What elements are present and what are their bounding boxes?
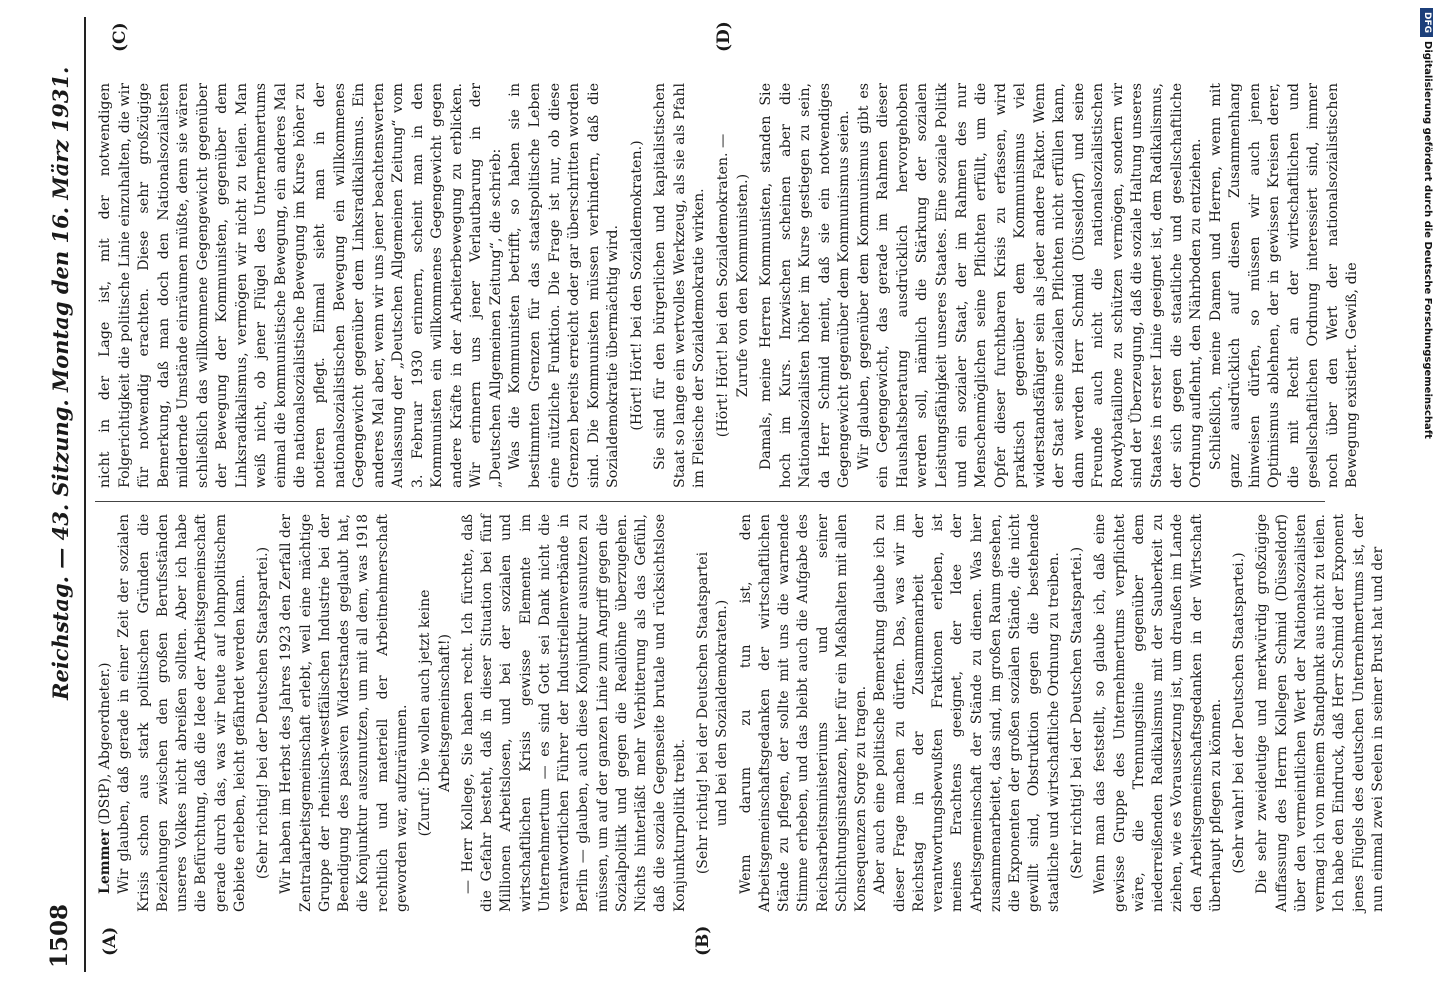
- left-paragraph: — Herr Kollege, Sie haben recht. Ich fürchte, daß die Gefahr besteht, daß in dieser Situation bei fünf Millionen Arbeitslosen, und bei der sozialen und wirtschaftlichen Krisis gewisse Elemente im Unternehmertum — es sind Gott sei Dank nicht die verantwortlichen Führer der Industriellenverbände in Berlin — glauben, auch diese Konjunktur ausnutzen zu müssen, um auf der ganzen Linie zum Angriff gegen die Sozialpolitik und gegen die Reallöhne überzugehen. Nichts hinterläßt mehr Verbitterung als das Gefühl, daß die soziale Gegenseite brutale und rücksichtslose Konjunkturpolitik treibt.: [459, 514, 688, 912]
- speaker-affiliation: (DStP), Abgeordneter.): [97, 662, 113, 830]
- left-paragraph: Wir haben im Herbst des Jahres 1923 den Zerfall der Zentralarbeitsgemeinschaft erlebt, weil eine mächtige Gruppe der rheinisch-westfälischen Industrie bei der Beendigung des passiven Widerstandes geglaubt hat, die Konjunktur auszunutzen, um mit all dem, was 1918 rechtlich und materiell der Arbeitnehmerschaft geworden war, aufzuräumen.: [278, 514, 410, 912]
- running-head: Reichstag. — 43. Sitzung. Montag den 16. März 1931.: [48, 66, 73, 700]
- right-interjection: (Hört! Hört! bei den Sozialdemokraten.): [628, 140, 645, 431]
- header-rule: [84, 17, 86, 972]
- right-paragraph: Was die Kommunisten betrifft, so haben sie in bestimmten Grenzen für das staatspolitische Leben eine nützliche Funktion. Die Frage ist nur, ob diese Grenzen bereits erreicht oder gar überschritten worden sind. Die Kommunisten müssen verhindern, daß die Sozialdemokratie übermächtig wird.: [507, 83, 622, 488]
- margin-marker-d: (D): [714, 21, 734, 52]
- left-paragraph: Wir glauben, daß gerade in einer Zeit der sozialen Krisis schon aus stark politischen Gründen die Beziehungen zwischen den großen Berufsständen unseres Volkes nicht abreißen sollten. Aber ich habe die Befürchtung, daß die Idee der Arbeitsgemeinschaft gerade durch das, was wir heute auf lohnpolitischem Gebiete erleben, leicht gefährdet werden kann.: [116, 514, 248, 912]
- left-interjection: (Zuruf: Die wollen auch jetzt keine Arbeitsgemeinschaft!): [417, 589, 453, 837]
- left-interjection: (Sehr richtig! bei der Deutschen Staatspartei und bei den Sozialdemokraten.): [694, 551, 731, 875]
- left-paragraph: Wenn darum zu tun ist, den Arbeitsgemeinschaftsgedanken der wirtschaftlichen Stände zu pflegen, der sollte mit uns die warnende Stimme erheben, und das bleibt auch die Aufgabe des Reichsarbeitsministeriums und seiner Schlichtungsinstanzen, hier für ein Maßhalten mit allen Konsequenzen Sorge zu tragen.: [737, 514, 870, 912]
- digitization-text: Digitalisierung gefördert durch die Deutsche Forschungsgemeinschaft: [1422, 41, 1433, 439]
- margin-marker-b: (B): [693, 925, 713, 956]
- digitization-note: [1420, 8, 1434, 788]
- right-paragraph: Sie sind für den bürgerlichen und kapitalistischen Staat so lange ein wertvolles Werkzeug, als sie als Pfahl im Fleische der Sozialdemokratie wirken.: [652, 83, 708, 488]
- right-paragraph: nicht in der Lage ist, mit der notwendigen Folgerichtigkeit die politische Linie einzuhalten, die wir für notwendig erachten. Diese sehr großzügige Bemerkung, daß man doch den Nationalsozialisten mildernde Umstände einräumen müßte, denn sie wären schließlich das willkommene Gegengewicht gegenüber der Bewegung der Kommunisten, gegenüber dem Linksradikalismus, vermögen wir nicht zu teilen. Man weiß nicht, ob jener Flügel des Unternehmertums einmal die kommunistische Bewegung, ein anderes Mal die nationalsozialistische Bewegung im Kurse höher zu notieren pflegt. Einmal sieht man in der nationalsozialistischen Bewegung ein willkommenes Gegengewicht gegenüber dem Linksradikalismus. Ein anderes Mal aber, wenn wir uns jener beachtenswerten Auslassung der „Deutschen Allgemeinen Zeitung“ vom 3. Februar 1930 erinnern, scheint man in den Kommunisten ein willkommenes Gegengewicht gegen andere Kräfte in der Arbeiterbewegung zu erblicken. Wir erinnern uns jener Verlautbarung in der „Deutschen Allgemeinen Zeitung“, die schrieb:: [97, 83, 504, 488]
- left-paragraph: Wenn man das feststellt, so glaube ich, daß eine gewisse Gruppe des Unternehmertums verpflichtet wäre, die Trennungslinie gegenüber dem niederreißenden Radikalismus mit der Sauberkeit zu ziehen, wie es Voraussetzung ist, um draußen im Lande den Arbeitsgemeinschaftsgedanken in der Wirtschaft überhaupt pflegen zu können.: [1092, 514, 1224, 912]
- page-number: 1508: [46, 903, 73, 968]
- right-paragraph: Damals, meine Herren Kommunisten, standen Sie hoch im Kurs. Inzwischen scheinen aber die Nationalsozialisten höher im Kurse gestiegen zu sein, da Herr Schmid meint, daß sie ein notwendiges Gegengewicht gegenüber dem Kommunismus seien.: [758, 83, 853, 488]
- right-interjection: (Hört! Hört! bei den Sozialdemokraten. — Zurufe von den Kommunisten.): [714, 133, 751, 438]
- margin-marker-a: (A): [100, 926, 120, 956]
- left-interjection: (Sehr richtig! bei der Deutschen Staatspartei.): [255, 546, 272, 880]
- right-paragraph: Wir glauben, gegenüber dem Kommunismus gibt es ein Gegengewicht, das gerade im Rahmen dieser Haushaltsberatung ausdrücklich hervorgehoben werden soll, nämlich die Stärkung der sozialen Leistungsfähigkeit unseres Staates. Eine soziale Politik und ein sozialer Staat, der im Rahmen des nur Menschenmöglichen seine Pflichten erfüllt, um die Opfer dieser furchtbaren Krisis zu erfassen, wird praktisch gegenüber dem Kommunismus viel widerstandsfähiger sein als jeder andere Faktor. Wenn der Staat seine sozialen Pflichten nicht erfüllen kann, dann werden Herr Schmid (Düsseldorf) und seine Freunde auch nicht die nationalsozialistischen Rowdybataillone zu schützen vermögen, sondern wir sind der Überzeugung, daß die soziale Haltung unseres Staates in erster Linie geeignet ist, dem Radikalismus, der sich gegen die staatliche und gesellschaftliche Ordnung auflehnt, den Nährboden zu entziehen.: [855, 83, 1205, 488]
- left-paragraph: Die sehr zweideutige und merkwürdig großzügige Auffassung des Herrn Kollegen Schmid (Düsseldorf) über den vermeintlichen Wert der Nationalsozialisten vermag ich von meinem Standpunkt aus nicht zu teilen. Ich habe den Eindruck, daß Herr Schmid der Exponent jenes Flügels des deutschen Unternehmertums ist, der nun einmal zwei Seelen in seiner Brust hat und der: [1254, 514, 1386, 912]
- left-interjection: (Sehr wahr! bei der Deutschen Staatspartei.): [1231, 552, 1248, 874]
- right-column: [96, 83, 1363, 488]
- left-paragraph: Aber auch eine politische Bemerkung glaube ich zu dieser Frage machen zu dürfen. Das, was wir im Reichstag in der Zusammenarbeit der verantwortungsbewußten Fraktionen erleben, ist meines Erachtens geeignet, der Idee der Arbeitsgemeinschaft der Stände zu dienen. Was hier zusammenarbeitet, das sind, im großen Raum gesehen, die Exponenten der großen sozialen Stände, die nicht gewillt sind, Obstruktion gegen die bestehende staatliche und wirtschaftliche Ordnung zu treiben.: [872, 514, 1062, 912]
- left-column: [96, 514, 1388, 912]
- dfg-logo: DFG: [1420, 8, 1433, 37]
- column-divider: [95, 501, 1325, 502]
- left-paragraph: [96, 514, 115, 912]
- margin-marker-c: (C): [110, 22, 130, 52]
- speaker-name: Lemmer: [97, 829, 113, 894]
- page-header: [0, 0, 95, 1000]
- left-interjection: (Sehr richtig! bei der Deutschen Staatspartei.): [1069, 546, 1086, 880]
- right-paragraph: Schließlich, meine Damen und Herren, wenn mit ganz ausdrücklich auf diesen Zusammenhang hinweisen dürfen, so müssen wir auch jenen Optimismus ablehnen, der in gewissen Kreisen derer, die mit Recht an der wirtschaftlichen und gesellschaftlichen Ordnung interessiert sind, immer noch über den Wert der nationalsozialistischen Bewegung existiert. Gewiß, die: [1207, 83, 1361, 488]
